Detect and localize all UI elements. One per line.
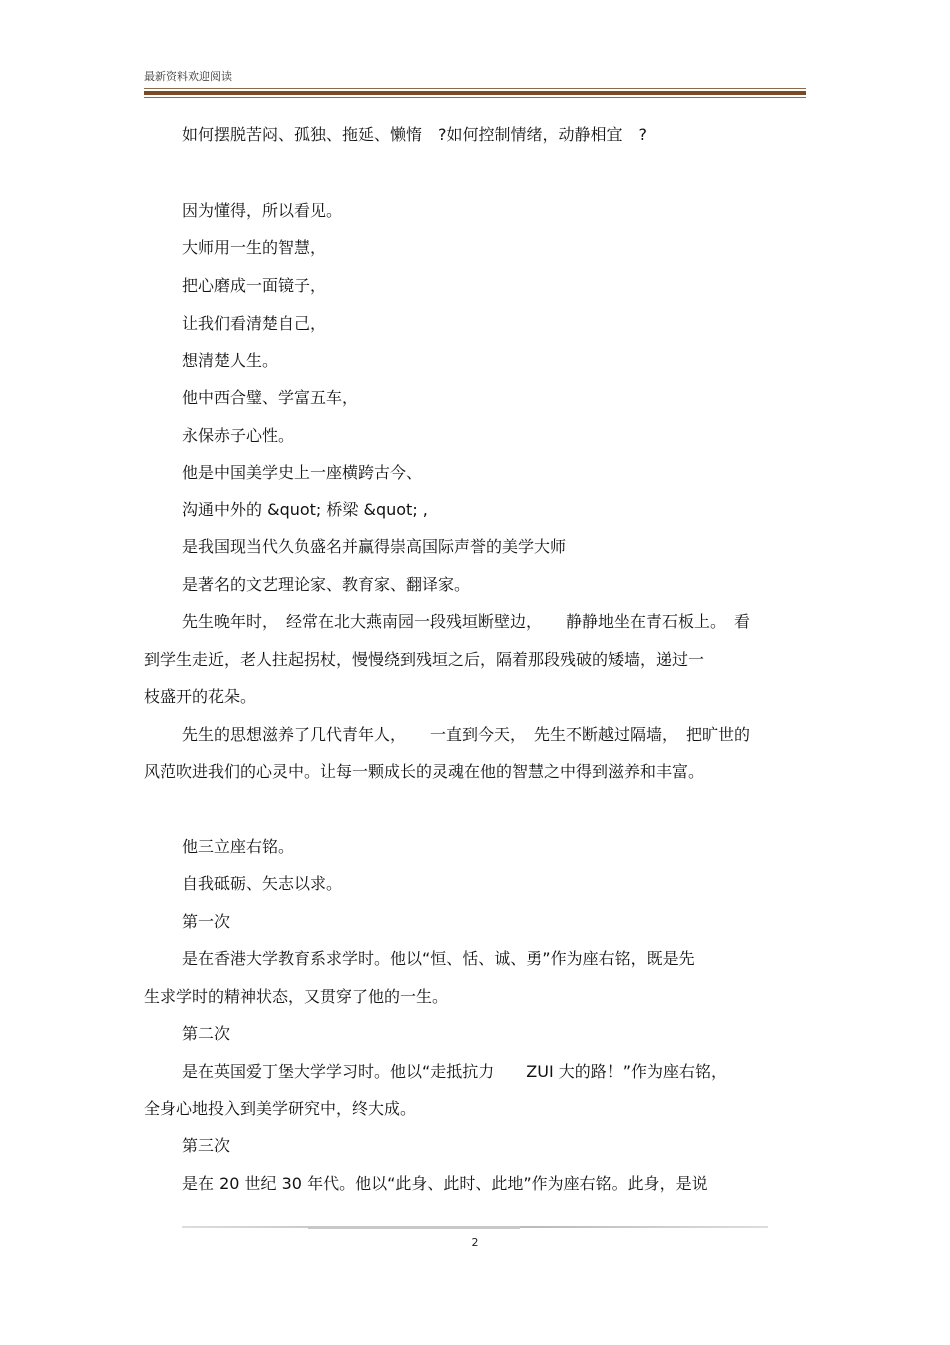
text-line: 全身心地投入到美学研究中，终大成。 — [144, 1099, 417, 1118]
text-line: 生求学时的精神状态，又贯穿了他的一生。 — [144, 987, 449, 1006]
text-line: 是我国现当代久负盛名并赢得崇高国际声誉的美学大师 — [182, 537, 567, 556]
footer-rule-accent — [308, 1226, 520, 1229]
text-line: 是在香港大学教育系求学时。他以“恒、恬、诚、勇”作为座右铭，既是先 — [182, 949, 695, 968]
text-line: 先生晚年时， 经常在北大燕南园一段残垣断壁边， 静静地坐在青石板上。 看 — [182, 612, 751, 631]
text-line: 到学生走近，老人拄起拐杖，慢慢绕到残垣之后，隔着那段残破的矮墙，递过一 — [144, 650, 705, 669]
text-line: 第一次 — [182, 912, 231, 931]
text-line: 永保赤子心性。 — [182, 426, 295, 445]
text-line: 他中西合璧、学富五车， — [182, 388, 359, 407]
text-line: 想清楚人生。 — [182, 351, 279, 370]
text-line: 枝盛开的花朵。 — [144, 687, 257, 706]
text-line: 因为懂得，所以看见。 — [182, 201, 343, 220]
page-number: 2 — [471, 1236, 479, 1249]
header-rule-top — [144, 88, 806, 89]
text-line: 先生的思想滋养了几代青年人， 一直到今天， 先生不断越过隔墙， 把旷世的 — [182, 725, 751, 744]
header-rule-bottom — [144, 97, 806, 98]
text-line: 沟通中外的 &quot; 桥梁 &quot; , — [182, 500, 428, 519]
text-line: 让我们看清楚自己， — [182, 314, 327, 333]
text-line: 是著名的文艺理论家、教育家、翻译家。 — [182, 575, 471, 594]
header-rule-thick — [144, 91, 806, 95]
text-line: 他三立座右铭。 — [182, 837, 295, 856]
header-title: 最新资料欢迎阅读 — [144, 70, 232, 83]
text-line: 第三次 — [182, 1136, 231, 1155]
text-line: 第二次 — [182, 1024, 231, 1043]
text-line: 是在英国爱丁堡大学学习时。他以“走抵抗力 ZUI 大的路！”作为座右铭， — [182, 1062, 728, 1081]
text-line: 把心磨成一面镜子， — [182, 276, 327, 295]
text-line: 风范吹进我们的心灵中。让每一颗成长的灵魂在他的智慧之中得到滋养和丰富。 — [144, 762, 705, 781]
text-line: 自我砥砺、矢志以求。 — [182, 874, 343, 893]
text-line: 如何摆脱苦闷、孤独、拖延、懒惰 ?如何控制情绪，动静相宜 ? — [182, 125, 647, 144]
text-line: 是在 20 世纪 30 年代。他以“此身、此时、此地”作为座右铭。此身，是说 — [182, 1174, 708, 1193]
text-line: 大师用一生的智慧， — [182, 238, 327, 257]
text-line: 他是中国美学史上一座横跨古今、 — [182, 463, 423, 482]
